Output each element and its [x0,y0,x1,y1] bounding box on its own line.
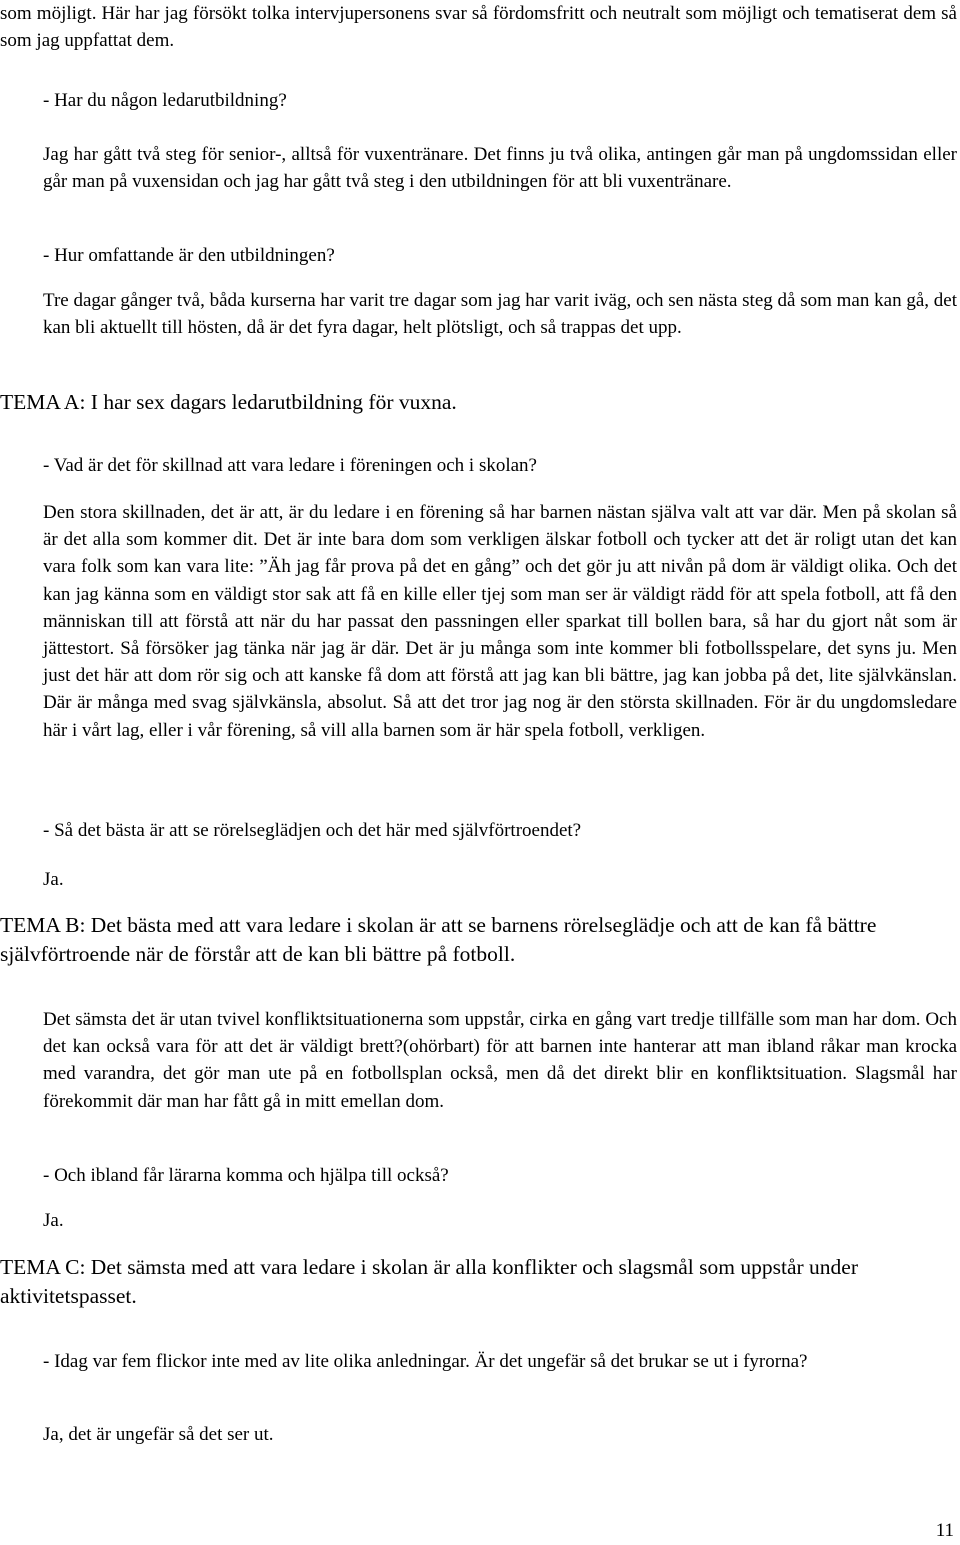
tema-a-heading: TEMA A: I har sex dagars ledarutbildning för vuxna. [0,390,457,414]
question-flickor: - Idag var fem flickor inte med av lite olika anledningar. Är det ungefär så det brukar se ut i fyrorna? [43,1351,808,1372]
paragraph-intro-continuation: som möjligt. Här har jag försökt tolka intervjupersonens svar så fördomsfritt och neutralt som möjligt och tematiserat dem så som jag uppfattat dem. [0,3,957,52]
answer-ja-1: Ja. [43,869,64,890]
tema-c-heading: TEMA C: Det sämsta med att vara ledare i skolan är alla konflikter och slagsmål som uppstår under aktivitetspasset. [0,1255,858,1308]
answer-flickor: Ja, det är ungefär så det ser ut. [43,1424,274,1445]
answer-samsta: Det sämsta det är utan tvivel konfliktsituationerna som uppstår, cirka en gång vart tredje tillfälle som man har dom. Och det kan också vara för att det är väldigt brett?(ohörbart) för att barnen inte hanterar att man ibland råkar man krocka med varandra, det gör man ute på en fotbollsplan också, men då det direkt blir en konfliktsituation. Slagsmål har förekommit där man har fått gå in mitt emellan dom. [43,1009,957,1112]
tema-b-heading: TEMA B: Det bästa med att vara ledare i skolan är att se barnens rörelseglädje och att de kan få bättre självförtroende när de förstår att de kan bli bättre på fotboll. [0,913,877,966]
page-number: 11 [935,1520,954,1541]
answer-skillnad: Den stora skillnaden, det är att, är du ledare i en förening så har barnen nästan själva valt att var där. Men på skolan så är det alla som kommer dit. Det är inte bara dom som verkligen älskar fotboll och tycker att det är roligt utan det kan vara folk som kan vara lite: ”Äh jag får prova på det en gång” och det gör ju att nivån på dom är väldigt olika. Och det kan jag känna som en väldigt stor sak att få en kille eller tjej som man ser är väldigt rädd för att spela fotboll, att få den människan till att förstå att när du har passat den passningen eller sparkat till bollen bara, så har du gjort nåt som är jättestort. Så försöker jag tänka när jag är där. Det är ju många som inte kommer bli fotbollsspelare, det syns ju. Men just det här att dom rör sig och att kanske få dom att förstå att jag kan bli bättre, jag kan jobba på det, lite självkänslan. Där är många med svag självkänsla, absolut. Så att det tror jag nog är den största skillnaden. För är du ungdomsledare här i vårt lag, eller i vår förening, så vill alla barnen som är här spela fotboll, verkligen. [43,502,957,741]
question-skillnad: - Vad är det för skillnad att vara ledare i föreningen och i skolan? [43,455,537,476]
question-omfattning: - Hur omfattande är den utbildningen? [43,245,335,266]
question-ledarutbildning: - Har du någon ledarutbildning? [43,90,287,111]
question-lararna: - Och ibland får lärarna komma och hjälpa till också? [43,1165,449,1186]
question-rorelseglädje: - Så det bästa är att se rörelseglädjen och det här med självförtroendet? [43,820,582,841]
answer-ledarutbildning: Jag har gått två steg för senior-, alltså för vuxentränare. Det finns ju två olika, antingen går man på ungdomssidan eller går man på vuxensidan och jag har gått två steg i den utbildningen för att bli vuxentränare. [43,144,957,193]
answer-ja-2: Ja. [43,1210,64,1231]
answer-omfattning: Tre dagar gånger två, båda kurserna har varit tre dagar som jag har varit iväg, och sen nästa steg då som man kan gå, det kan bli aktuellt till hösten, då är det fyra dagar, helt plötsligt, och så trappas det upp. [43,290,957,339]
